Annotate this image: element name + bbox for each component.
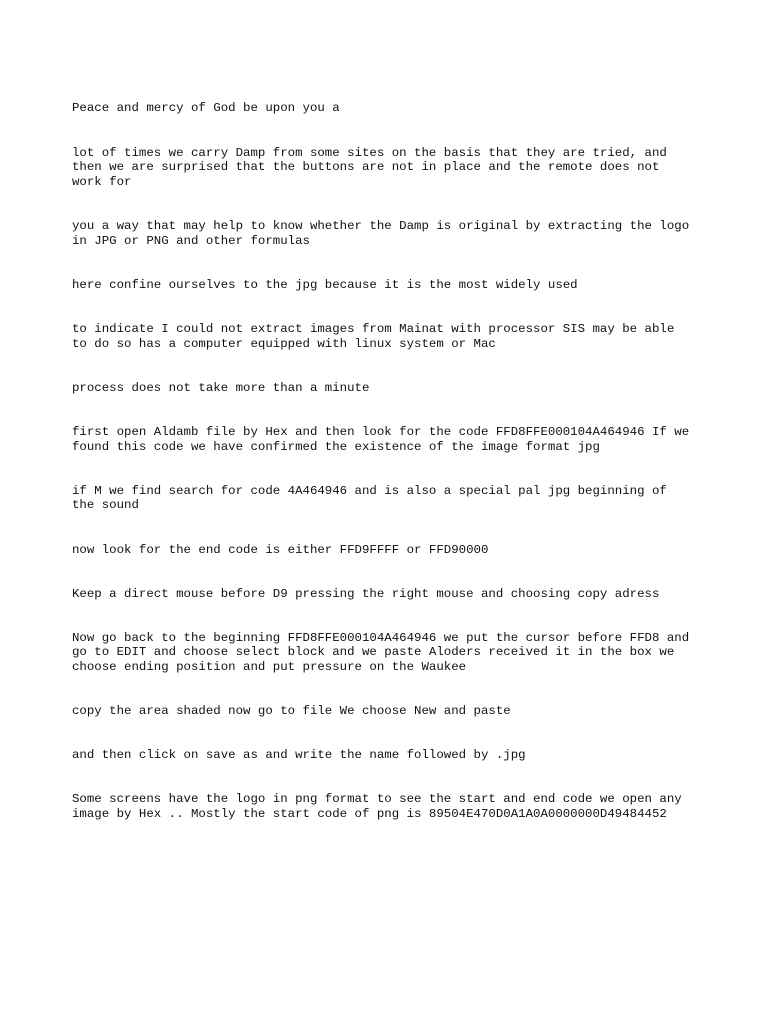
text-line-11: Now go back to the beginning FFD8FFE000104A464946 we put the cursor before FFD8 and go to EDIT and choose select block and we paste Aloders received it in the box we choose ending position and put pressure on the Waukee: [72, 630, 690, 675]
text-line-5: to indicate I could not extract images from Mainat with processor SIS may be able to do so has a computer equipped with linux system or Mac: [72, 321, 675, 351]
document-body: [72, 72, 702, 851]
text-line-1: Peace and mercy of God be upon you a: [72, 101, 340, 116]
text-line-14: Some screens have the logo in png format to see the start and end code we open any image by Hex .. Mostly the start code of png is 89504E470D0A1A0A0000000D49484452: [72, 792, 682, 822]
text-line-6: process does not take more than a minute: [72, 380, 370, 395]
text-line-7: first open Aldamb file by Hex and then look for the code FFD8FFE000104A464946 If we found this code we have confirmed the existence of the image format jpg: [72, 424, 690, 454]
text-line-9: now look for the end code is either FFD9FFFF or FFD90000: [72, 542, 489, 557]
text-line-4: here confine ourselves to the jpg because it is the most widely used: [72, 277, 578, 292]
text-line-3: you a way that may help to know whether the Damp is original by extracting the logo in JPG or PNG and other formulas: [72, 219, 690, 248]
text-line-8: if M we find search for code 4A464946 and is also a special pal jpg beginning of the sound: [72, 483, 667, 513]
text-line-13: and then click on save as and write the name followed by .jpg: [72, 748, 526, 763]
text-line-2: lot of times we carry Damp from some sites on the basis that they are tried, and then we are surprised that the buttons are not in place and the remote does not work for: [72, 145, 667, 189]
text-line-10: Keep a direct mouse before D9 pressing the right mouse and choosing copy adress: [72, 586, 660, 601]
text-line-12: copy the area shaded now go to file We choose New and paste: [72, 704, 511, 719]
